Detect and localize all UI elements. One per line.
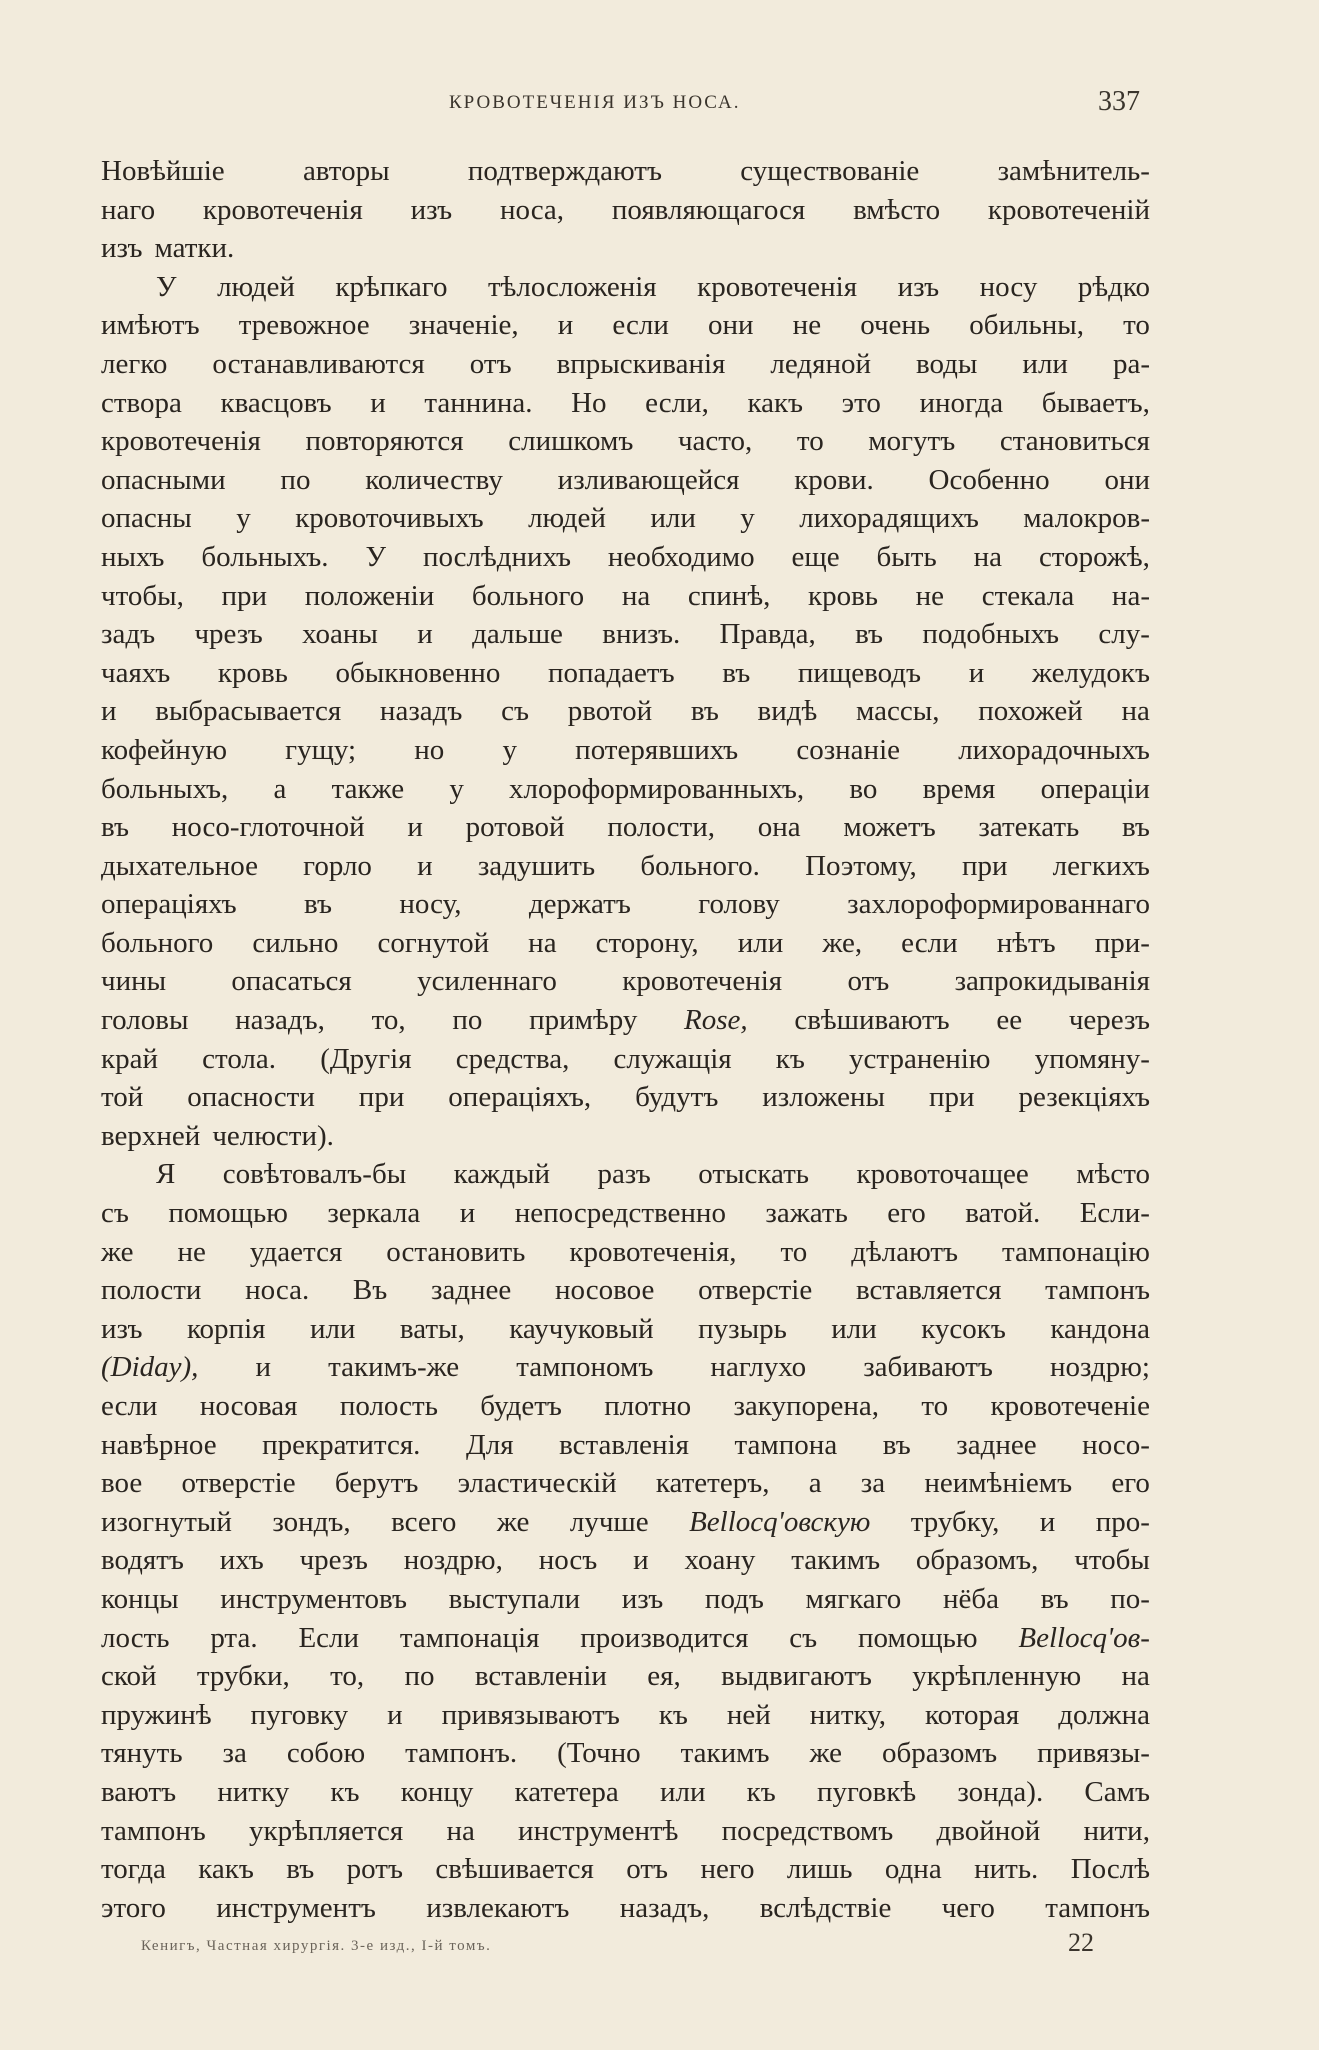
running-head (0, 86, 1319, 126)
text-line: чаяхъ кровь обыкновенно попадаетъ въ пищеводъ и желудокъ (101, 656, 1150, 689)
footer-note: Кенигъ, Частная хирургія. 3-е изд., I-й томъ. (141, 1938, 492, 1954)
text-line: чины опасаться усиленнаго кровотеченія отъ запрокидыванія (101, 965, 1150, 998)
text-line: кофейную гущу; но у потерявшихъ сознаніе лихорадочныхъ (101, 733, 1150, 766)
text-line: изъ матки. (101, 232, 235, 265)
text-line: наго кровотеченія изъ носа, появляющагося вмѣсто кровотеченій (101, 193, 1150, 226)
page-footer (0, 1928, 1319, 1968)
text-line: пружинѣ пуговку и привязываютъ къ ней нитку, которая должна (101, 1698, 1150, 1731)
text-line: этого инструментъ извлекаютъ назадъ, вслѣдствіе чего тампонъ (101, 1891, 1150, 1924)
text-line: изъ корпія или ваты, каучуковый пузырь или кусокъ кандона (101, 1312, 1150, 1345)
text-line: тампонъ укрѣпляется на инструментѣ посредствомъ двойной нити, (101, 1814, 1150, 1847)
text-line: легко останавливаются отъ впрыскиванія ледяной воды или ра- (101, 347, 1150, 380)
text-line: съ помощью зеркала и непосредственно зажать его ватой. Если- (101, 1197, 1150, 1230)
text-line: полости носа. Въ заднее носовое отверстіе вставляется тампонъ (101, 1274, 1150, 1307)
text-line: тогда какъ въ ротъ свѣшивается отъ него лишь одна нить. Послѣ (101, 1853, 1150, 1886)
text-line: операціяхъ въ носу, держатъ голову захлороформированнаго (101, 888, 1150, 921)
text-line: задъ чрезъ хоаны и дальше внизъ. Правда, въ подобныхъ слу- (101, 618, 1150, 651)
text-line: головы назадъ, то, по примѣру Rose, свѣшиваютъ ее черезъ (101, 1004, 1150, 1037)
body-text (101, 152, 1150, 1927)
text-line: опасны у кровоточивыхъ людей или у лихорадящихъ малокров- (101, 502, 1150, 535)
text-line: вое отверстіе берутъ эластическій катетеръ, а за неимѣніемъ его (101, 1467, 1150, 1500)
page-number: 337 (1098, 86, 1140, 117)
text-line: ваютъ нитку къ концу катетера или къ пуговкѣ зонда). Самъ (101, 1775, 1150, 1808)
text-line: больного сильно согнутой на сторону, или же, если нѣтъ при- (101, 926, 1150, 959)
text-line: же не удается остановить кровотеченія, то дѣлаютъ тампонацію (101, 1235, 1150, 1268)
text-line: имѣютъ тревожное значеніе, и если они не очень обильны, то (101, 309, 1150, 342)
text-line: ныхъ больныхъ. У послѣднихъ необходимо еще быть на сторожѣ, (101, 540, 1150, 573)
text-line: верхней челюсти). (101, 1119, 334, 1152)
text-line: кровотеченія повторяются слишкомъ часто, то могутъ становиться (101, 425, 1150, 458)
text-line: край стола. (Другія средства, служащія къ устраненію упомяну- (101, 1042, 1150, 1075)
text-line: Новѣйшіе авторы подтверждаютъ существованіе замѣнитель- (101, 155, 1150, 187)
text-line: (Diday), и такимъ-же тампономъ наглухо забиваютъ ноздрю; (101, 1351, 1150, 1384)
text-line: У людей крѣпкаго тѣлосложенія кровотеченія изъ носу рѣдко (156, 270, 1150, 303)
text-line: лость рта. Если тампонація производится съ помощью Bellocq'ов- (101, 1621, 1150, 1654)
text-line: дыхательное горло и задушить больного. Поэтому, при легкихъ (101, 849, 1150, 882)
text-line: Я совѣтовалъ-бы каждый разъ отыскать кровоточащее мѣсто (156, 1158, 1150, 1191)
text-line: опасными по количеству изливающейся крови. Особенно они (101, 463, 1150, 496)
text-line: больныхъ, а также у хлороформированныхъ, во время операціи (101, 772, 1150, 805)
text-line: навѣрное прекратится. Для вставленія тампона въ заднее носо- (101, 1428, 1150, 1461)
text-line: водятъ ихъ чрезъ ноздрю, носъ и хоану такимъ образомъ, чтобы (101, 1544, 1150, 1577)
text-line: и выбрасывается назадъ съ рвотой въ видѣ массы, похожей на (101, 695, 1150, 728)
text-line: той опасности при операціяхъ, будутъ изложены при резекціяхъ (101, 1081, 1150, 1114)
text-line: если носовая полость будетъ плотно закупорена, то кровотеченіе (101, 1390, 1150, 1422)
signature-mark: 22 (1068, 1928, 1094, 1957)
text-line: тянуть за собою тампонъ. (Точно такимъ же образомъ привязы- (101, 1737, 1150, 1770)
text-line: чтобы, при положеніи больного на спинѣ, кровь не стекала на- (101, 579, 1150, 612)
text-line: ской трубки, то, по вставленіи ея, выдвигаютъ укрѣпленную на (101, 1660, 1150, 1693)
text-line: въ носо-глоточной и ротовой полости, она можетъ затекать въ (101, 811, 1150, 844)
text-line: створа квасцовъ и таннина. Но если, какъ это иногда бываетъ, (101, 386, 1150, 419)
text-line: изогнутый зондъ, всего же лучше Bellocq'овскую трубку, и про- (101, 1505, 1150, 1538)
text-line: концы инструментовъ выступали изъ подъ мягкаго нёба въ по- (101, 1582, 1150, 1615)
running-head-title: КРОВОТЕЧЕНІЯ ИЗЪ НОСА. (449, 92, 741, 113)
